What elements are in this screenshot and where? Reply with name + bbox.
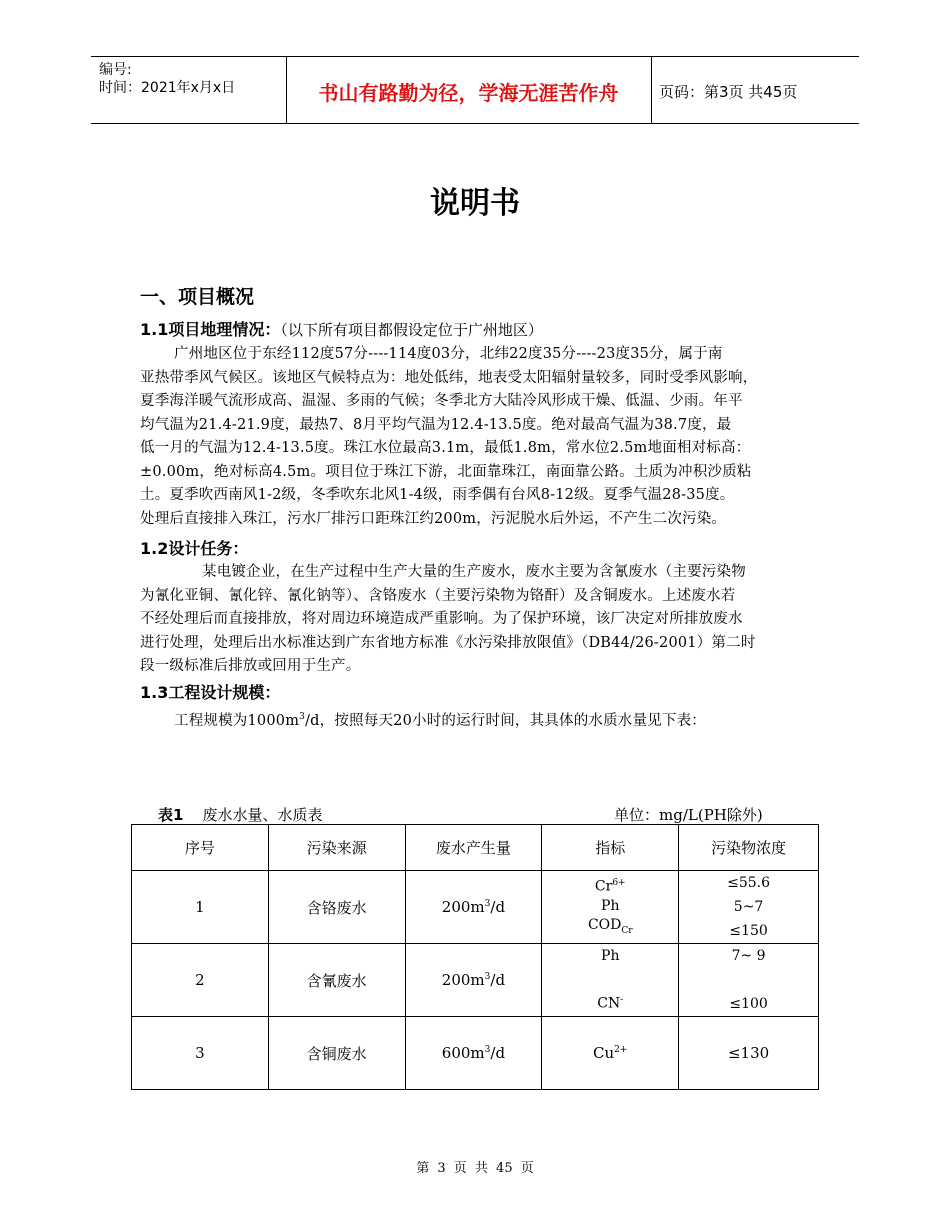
indicator: Ph [601, 948, 620, 964]
subsection-heading-1-1 [140, 318, 543, 342]
header-meta [99, 61, 235, 97]
cell-indicator [542, 1017, 679, 1090]
concentration: ≤150 [729, 923, 768, 939]
superscript: - [620, 995, 624, 1006]
water-quality-table [131, 824, 819, 1090]
table-header-cell: 废水产生量 [405, 825, 542, 871]
indicator: Cr [594, 878, 613, 895]
indicator: Ph [601, 897, 620, 914]
paragraph-line: 亚热带季风气候区。该地区气候特点为：地处低纬，地表受太阳辐射量较多，同时受季风影响， [140, 369, 758, 386]
concentration: ≤55.6 [727, 875, 771, 891]
subsection-heading-1-3 [140, 681, 280, 705]
superscript: 2+ [614, 1045, 628, 1055]
paragraph-line: ±0.00m，绝对标高4.5m。项目位于珠江下游，北面靠珠江，南面靠公路。土质为冲积沙质粘 [140, 463, 752, 480]
cell-concentration [679, 944, 819, 1017]
subsection-title: 1.3工程设计规模： [140, 683, 281, 702]
concentration: 7~ 9 [731, 948, 766, 964]
table-number: 表1 [158, 806, 184, 824]
table-header-cell: 序号 [132, 825, 269, 871]
superscript: 3 [484, 972, 491, 982]
document-title: 说明书 [430, 186, 520, 221]
cell-no: 1 [132, 871, 269, 944]
paragraph-line: 不经处理后而直接排放，将对周边环境造成严重影响。为了保护环境，该厂决定对所排放废水 [140, 611, 743, 627]
cell-indicator [542, 871, 679, 944]
flow-unit: /d [490, 898, 506, 916]
header-divider [651, 57, 652, 123]
paragraph-line: 进行处理，处理后出水标准达到广东省地方标准《水污染排放限值》（DB44/26-2001）第二时 [140, 634, 756, 651]
flow-unit: /d [490, 971, 506, 989]
subsection-note: （以下所有项目都假设定位于广州地区） [280, 321, 543, 339]
cell-source: 含铜废水 [268, 1017, 405, 1090]
superscript: 3 [299, 712, 306, 722]
cell-concentration: ≤130 [679, 1017, 819, 1090]
cell-concentration [679, 871, 819, 944]
table-row [132, 1017, 819, 1090]
paragraph-geography [140, 343, 812, 531]
page-footer: 第 3 页 共 45 页 [416, 1161, 534, 1176]
subsection-title: 1.1项目地理情况： [140, 320, 281, 339]
indicator: CN [597, 996, 621, 1012]
table-title: 废水水量、水质表 [202, 806, 323, 824]
table-row [132, 944, 819, 1017]
cell-source: 含氰废水 [268, 944, 405, 1017]
header-time: 时间：2021年x月x日 [99, 80, 236, 96]
cell-no: 2 [132, 944, 269, 1017]
scale-text: /d，按照每天20小时的运行时间，其具体的水质水量见下表： [305, 712, 707, 729]
cell-no: 3 [132, 1017, 269, 1090]
subscript: Cr [621, 925, 633, 936]
indicator: Cu [593, 1044, 615, 1062]
table-header-cell: 污染来源 [268, 825, 405, 871]
subsection-heading-1-2 [140, 537, 248, 561]
page-header [91, 56, 859, 124]
paragraph-line: 某电镀企业，在生产过程中生产大量的生产废水，废水主要为含氰废水（主要污染物 [202, 564, 746, 580]
cell-flow [405, 944, 542, 1017]
superscript: 3 [484, 899, 491, 909]
indicator: COD [587, 917, 622, 934]
table-caption [158, 804, 323, 825]
paragraph-scale [140, 706, 812, 733]
paragraph-line: 低一月的气温为12.4-13.5度。珠江水位最高3.1m，最低1.8m，常水位2.5m地面相对标高： [140, 440, 751, 456]
paragraph-line: 夏季海洋暖气流形成高、温湿、多雨的气候；冬季北方大陆冷风形成干燥、低温、少雨。年平 [140, 393, 743, 409]
cell-flow [405, 1017, 542, 1090]
paragraph-line: 处理后直接排入珠江，污水厂排污口距珠江约200m，污泥脱水后外运，不产生二次污染。 [140, 510, 727, 527]
paragraph-line: 均气温为21.4-21.9度，最热7、8月平均气温为12.4-13.5度。绝对最高气温为38.7度，最 [140, 416, 732, 433]
paragraph-line: 土。夏季吹西南风1-2级，冬季吹东北风1-4级，雨季偶有台风8-12级。夏季气温28-35度。 [140, 487, 735, 503]
paragraph-line: 段一级标准后排放或回用于生产。 [140, 658, 361, 674]
table-row [132, 871, 819, 944]
header-number: 编号: [99, 62, 132, 78]
header-page-info: 页码：第3页 共45页 [659, 83, 798, 101]
header-motto: 书山有路勤为径，学海无涯苦作舟 [318, 81, 619, 105]
superscript: 6+ [612, 878, 626, 888]
concentration: 5~7 [733, 899, 764, 915]
paragraph-design-task [140, 561, 812, 679]
superscript: 3 [484, 1045, 491, 1055]
flow-value: 200m [441, 971, 485, 989]
paragraph-line: 广州地区位于东经112度57分----114度03分，北纬22度35分----23度35分，属于南 [174, 346, 723, 362]
flow-value: 600m [441, 1044, 485, 1062]
table-header-cell: 污染物浓度 [679, 825, 819, 871]
scale-text: 工程规模为1000m [174, 712, 300, 729]
subsection-title: 1.2设计任务： [140, 539, 249, 558]
table-header-row [132, 825, 819, 871]
cell-flow [405, 871, 542, 944]
table-header-cell: 指标 [542, 825, 679, 871]
flow-value: 200m [441, 898, 485, 916]
paragraph-line: 为氰化亚铜、氰化锌、氰化钠等）、含铬废水（主要污染物为铬酐）及含铜废水。上述废水若 [140, 587, 736, 604]
cell-source: 含铬废水 [268, 871, 405, 944]
concentration: ≤100 [729, 996, 768, 1012]
cell-indicator [542, 944, 679, 1017]
section-heading: 一、项目概况 [140, 286, 255, 308]
flow-unit: /d [490, 1044, 506, 1062]
table-unit: 单位：mg/L(PH除外) [614, 806, 763, 824]
